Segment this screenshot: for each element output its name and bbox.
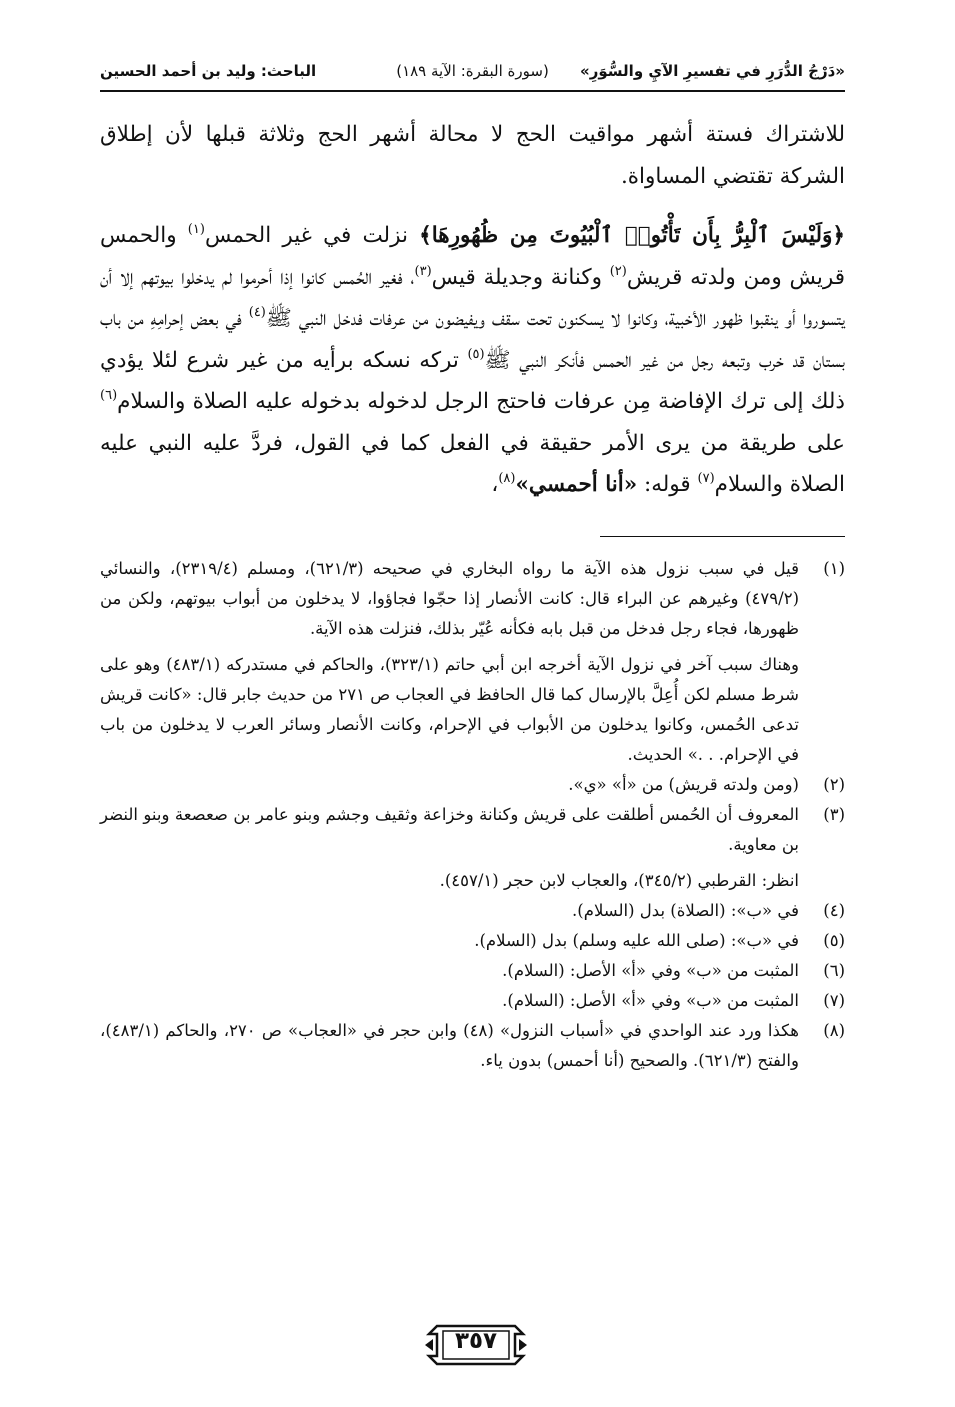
text-run: ، — [491, 472, 499, 497]
footnote-2 — [100, 770, 845, 800]
footnote-ref-3[interactable]: (٣) — [414, 263, 432, 279]
footnote-6 — [100, 956, 845, 986]
footnote-number: (١) — [823, 558, 845, 578]
footnote-text: وهناك سبب آخر في نزول الآية أخرجه ابن أبي حاتم (٣٢٣/١)، والحاكم في مستدركه (٤٨٣/١) وهو على شرط مسلم لكن أُعِلَّ بالإرسال كما قال الحافظ في العجاب ص ٢٧١ من حديث جابر قال: «كانت قريش تدعى الحُمس، وكانوا يدخلون من الأبواب في الإحرام، وكانت الأنصار وسائر العرب لا يدخلون من باب في الإحرام. . .» الحديث. — [100, 654, 800, 764]
text-run: قوله: — [637, 472, 698, 497]
text-run: نزلت في غير الحمس — [204, 223, 420, 248]
text-run: وكنانة وجديلة قيس — [431, 264, 610, 290]
footnote-ref-5[interactable]: (٥) — [467, 346, 485, 362]
paragraph-2 — [100, 215, 845, 506]
paragraph-1: للاشتراك فستة أشهر مواقيت الحج لا محالة أشهر الحج وثلاثة قبلها لأن إطلاق الشركة تقتضي المساواة. — [100, 122, 845, 189]
running-header — [100, 52, 845, 82]
hadith-quote: «أنا أحمسي» — [515, 472, 638, 497]
footnote-text: انظر: القرطبي (٣٤٥/٢)، والعجاب لابن حجر (٤٥٧/١). — [439, 870, 799, 890]
footnote-ref-2[interactable]: (٢) — [609, 263, 627, 279]
footnote-8 — [100, 1016, 845, 1076]
researcher-name: الباحث: وليد بن أحمد الحسين — [100, 62, 317, 80]
footnote-number: (٤) — [823, 900, 845, 920]
text-run: والحمس قريش ومن ولدته قريش — [100, 223, 845, 290]
page-number: ٣٥٧ — [454, 1328, 498, 1354]
footnote-text: قيل في سبب نزول هذه الآية ما رواه البخاري في صحيحه (٦٢١/٣)، ومسلم (٢٣١٩/٤)، والنسائي (٤٧٩/٢) وغيرهم عن البراء قال: كانت الأنصار إذا حجّوا فجاؤوا، لا يدخلون من أبواب بيوتهم، ولكن من ظهورها، فجاء رجل فدخل من قبل بابه فكأنه عُيّر بذلك، فنزلت هذه الآية. — [100, 558, 799, 638]
main-text — [100, 114, 845, 506]
footnote-number: (٦) — [823, 960, 845, 980]
text-run: تركه نسكه برأيه من غير شرع لئلا يؤدي ذلك إلى ترك الإفاضة مِن عرفات فاحتج الرجل لدخوله بدخوله عليه الصلاة والسلام — [100, 347, 845, 414]
footnote-ref-4[interactable]: (٤) — [248, 305, 266, 320]
footnote-text: في «ب»: (الصلاة) بدل (السلام). — [572, 900, 799, 920]
text-run: في بعض إحرامِهِ من باب بستان قد خرب وتبعه رجل من غير الحمس فأنكر النبي ﷺ — [100, 306, 845, 373]
footnote-number: (٢) — [823, 774, 845, 794]
page-number-ornament — [423, 1322, 529, 1368]
footnotes — [100, 554, 845, 1076]
footnote-text: هكذا ورد عند الواحدي في «أسباب النزول» (٤٨) وابن حجر في «العجاب» ص ٢٧٠، والحاكم (٤٨٣/١)، والفتح (٦٢١/٣). والصحيح (أنا أحمس) بدون ياء. — [100, 1020, 799, 1070]
footnote-ref-6[interactable]: (٦) — [100, 388, 118, 403]
footnote-5 — [100, 926, 845, 956]
footnote-number: (٣) — [823, 804, 845, 824]
book-page — [100, 52, 845, 1076]
footnote-text: (ومن ولدته قريش) من «أ» «ي». — [568, 774, 799, 794]
footnote-number: (٧) — [823, 990, 845, 1010]
footnote-text: المثبت من «ب» وفي «أ» الأصل: (السلام). — [502, 960, 799, 980]
surah-reference: (سورة البقرة: الآية ١٨٩) — [396, 62, 549, 80]
text-run: ، فغير الحُمس كانوا إذا أحرموا لم يدخلوا بيوتهم إلا أن يتسوروا أو ينقبوا ظهور الأخبية، وكانوا لا يسكنون تحت سقف ويفيضون من عرفات فدخل النبي ﷺ — [100, 264, 845, 331]
text-run: على طريقة من يرى الأمر حقيقة في الفعل كما في القول، فردَّ عليه النبي عليه الصلاة والسلام — [100, 430, 845, 497]
footnote-text: المثبت من «ب» وفي «أ» الأصل: (السلام). — [502, 990, 799, 1010]
footnote-4 — [100, 896, 845, 926]
footnote-ref-1[interactable]: (١) — [187, 222, 205, 237]
header-divider — [100, 90, 845, 92]
footnote-7 — [100, 986, 845, 1016]
footnote-text: في «ب»: (صلى الله عليه وسلم) بدل (السلام). — [474, 930, 799, 950]
book-title: «دَرْجُ الدُّرَرِ في تفسيرِ الآيِ والسُّوَرِ» — [580, 62, 845, 80]
footnote-separator — [600, 536, 845, 537]
footnote-number: (٥) — [823, 930, 845, 950]
quran-verse: ﴿وَلَيْسَ ٱلْبِرُّ بِأَن تَأْتُوا۟ ٱلْبُيُوتَ مِن ظُهُورِهَا﴾ — [419, 223, 845, 248]
footnote-3 — [100, 800, 845, 896]
footnote-number: (٨) — [823, 1020, 845, 1040]
footnote-text: المعروف أن الحُمس أطلقت على قريش وكنانة وخزاعة وثقيف وجشم وبنو عامر بن صعصعة وبنو النضر بن معاوية. — [100, 804, 799, 854]
footnote-ref-8[interactable]: (٨) — [498, 471, 516, 486]
footnote-ref-7[interactable]: (٧) — [697, 471, 715, 486]
footnote-1 — [100, 554, 845, 770]
